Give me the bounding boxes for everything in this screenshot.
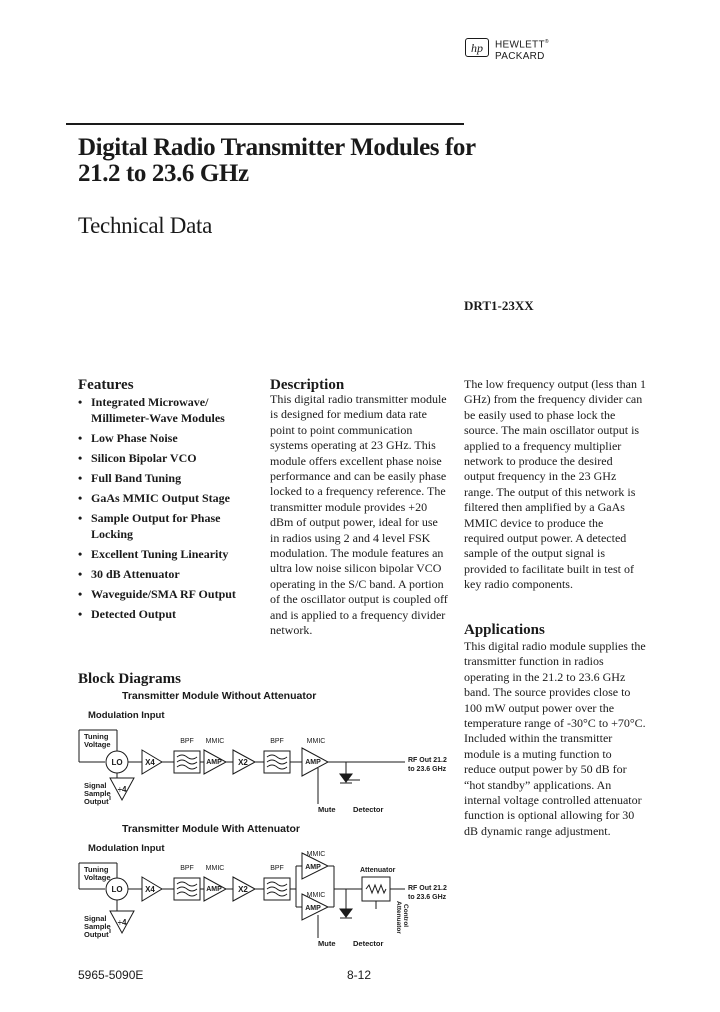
voltage-label: Voltage <box>84 873 111 882</box>
signal-label: Signal <box>84 914 107 923</box>
diagram-1-signal-path <box>79 730 405 804</box>
voltage-label: Voltage <box>84 740 111 749</box>
logo-line-1: HEWLETT <box>495 39 545 51</box>
lo-label: LO <box>111 885 123 894</box>
x2-label: X2 <box>238 885 248 894</box>
rf-out-label-2: to 23.6 GHz <box>408 894 447 901</box>
diagram-1-title: Transmitter Module Without Attenuator <box>122 690 317 702</box>
logo-line-2: PACKARD <box>495 51 545 63</box>
hp-logo <box>465 36 575 62</box>
applications-paragraph: This digital radio module supplies the transmitter function in radios operating in the 21.2 to 23.6 GHz band. The source provides close to 100 mW output power over the temperature range of -30°C to +70°C. Included within the transmitter module is a muting function to reduce output power by 50 dB for “hot standby” applications. An internal voltage controlled attenuator function is optional allowing for 30 dB dynamic range adjustment. <box>464 639 646 838</box>
detector-label: Detector <box>353 939 384 948</box>
hp-logo-mark: hp <box>465 38 489 57</box>
bpf-1-label: BPF <box>180 865 194 872</box>
bpf-2-label: BPF <box>270 738 284 745</box>
x4-label: X4 <box>145 758 155 767</box>
bpf-2-label: BPF <box>270 865 284 872</box>
mmic-1-label: MMIC <box>205 738 225 745</box>
hp-logo-wordmark <box>495 36 549 63</box>
output-label: Output <box>84 930 109 939</box>
feature-item: • Sample Output for Phase Locking <box>78 510 263 542</box>
description-heading: Description <box>270 377 345 393</box>
document-subtitle: Technical Data <box>78 213 213 238</box>
amp-1-label: AMP <box>206 886 222 893</box>
block-diagram-without-attenuator <box>70 700 460 820</box>
lo-label: LO <box>111 758 123 767</box>
diagram-2-labels <box>84 843 447 948</box>
block-diagrams-heading: Block Diagrams <box>78 671 181 687</box>
sample-label: Sample <box>84 789 111 798</box>
mmic-2-label: MMIC <box>306 738 326 745</box>
part-number: DRT1-23XX <box>464 298 534 313</box>
output-label: Output <box>84 797 109 806</box>
feature-item: • Integrated Microwave/ Millimeter-Wave Modules <box>78 394 263 426</box>
mute-label: Mute <box>318 805 336 814</box>
applications-heading: Applications <box>464 622 545 638</box>
feature-item: • Low Phase Noise <box>78 430 263 446</box>
attenuator-control-label-2: Control <box>402 904 409 928</box>
detector-diode <box>340 909 352 917</box>
rf-out-label-1: RF Out 21.2 <box>408 757 447 764</box>
attenuator-control-label-1: Attenuator <box>395 901 402 934</box>
tuning-label: Tuning <box>84 865 109 874</box>
diagram-2-signal-path <box>79 853 405 938</box>
amp-a-label: AMP <box>305 864 321 871</box>
signal-label: Signal <box>84 781 107 790</box>
document-title: Digital Radio Transmitter Modules for 21.2 to 23.6 GHz <box>78 134 476 187</box>
amp-1-label: AMP <box>206 759 222 766</box>
amp-b-label: AMP <box>305 905 321 912</box>
feature-item: • Waveguide/SMA RF Output <box>78 586 263 602</box>
features-heading: Features <box>78 377 134 393</box>
feature-item: • Full Band Tuning <box>78 470 263 486</box>
feature-item: • Silicon Bipolar VCO <box>78 450 263 466</box>
block-diagram-with-attenuator <box>70 833 460 953</box>
tuning-label: Tuning <box>84 732 109 741</box>
description-continued-paragraph: The low frequency output (less than 1 GHz) from the frequency divider can be easily used to phase lock the source. The main oscillator output is applied to a frequency multiplier network to produce the desired output frequency in the 23 GHz range. The output of this network is filtered then amplified by a GaAs MMIC device to produce the required output power. A detected sample of the output signal is provided to facilitate built in test of key radio components. <box>464 377 646 592</box>
mmic-a-label: MMIC <box>306 851 326 858</box>
feature-item: • Excellent Tuning Linearity <box>78 546 263 562</box>
rf-out-label-2: to 23.6 GHz <box>408 766 447 773</box>
amp-2-label: AMP <box>305 759 321 766</box>
feature-item: • GaAs MMIC Output Stage <box>78 490 263 506</box>
x4-label: X4 <box>145 885 155 894</box>
bpf-1-label: BPF <box>180 738 194 745</box>
mute-label: Mute <box>318 939 336 948</box>
page-number: 8-12 <box>347 968 372 982</box>
features-list <box>78 394 263 626</box>
divide-by-4-label: ÷4 <box>117 918 127 927</box>
document-code: 5965-5090E <box>78 968 144 982</box>
modulation-input-label: Modulation Input <box>88 843 165 854</box>
description-paragraph: This digital radio transmitter module is designed for medium data rate point to point communication systems operating at 23 GHz. This module offers excellent phase noise performance and can be easily phase locked to a frequency reference. The transmitter module provides +20 dBm of output power, ideal for use in radios using 2 and 4 level FSK modulation. The module features an ultra low noise silicon bipolar VCO operating in the S/C band. A portion of the oscillator output is coupled off and is applied to a frequency divider network. <box>270 392 448 638</box>
modulation-input-label: Modulation Input <box>88 710 165 721</box>
attenuator-label: Attenuator <box>360 867 396 874</box>
sample-label: Sample <box>84 922 111 931</box>
feature-item: • Detected Output <box>78 606 263 622</box>
x2-label: X2 <box>238 758 248 767</box>
divide-by-4-label: ÷4 <box>117 785 127 794</box>
detector-diode <box>340 774 352 782</box>
mmic-1-label: MMIC <box>205 865 225 872</box>
mmic-b-label: MMIC <box>306 892 326 899</box>
title-rule <box>66 123 464 125</box>
logo-trademark: ® <box>544 39 549 45</box>
diagram-2-title: Transmitter Module With Attenuator <box>122 823 301 835</box>
rf-out-label-1: RF Out 21.2 <box>408 885 447 892</box>
feature-item: • 30 dB Attenuator <box>78 566 263 582</box>
detector-label: Detector <box>353 805 384 814</box>
